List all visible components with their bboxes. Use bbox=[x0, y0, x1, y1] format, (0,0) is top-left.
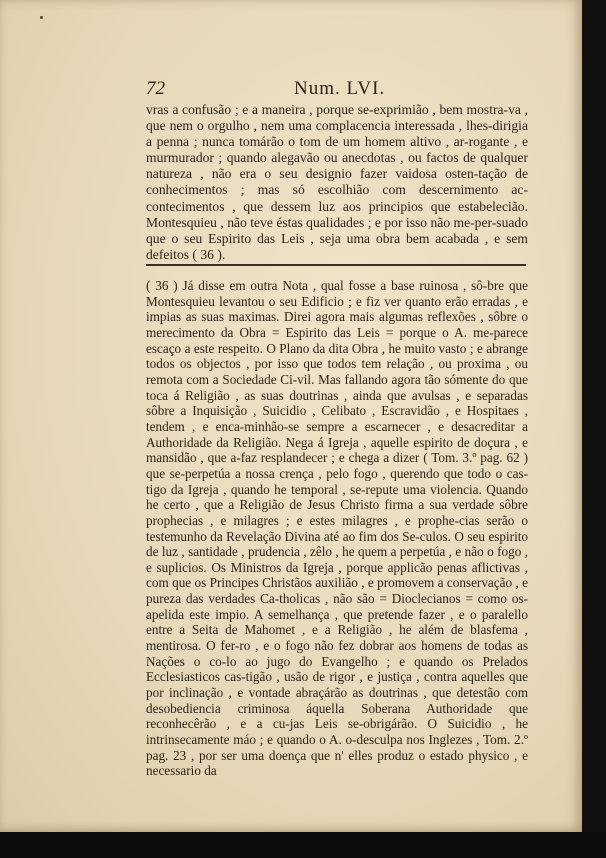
footnote-paragraph: ( 36 ) Já disse em outra Nota , qual fosse a base ruinosa , sô-bre que Montesquieu levantou o seu Edificio ; e fiz ver quanto erão erradas , e impias as suas maximas. Direi agora mais algumas reflexões , sôbre o merecimento da Obra = Espirito das Leis = porque o A. me-parece escaço a este respeito. O Plano da dita Obra , he muito vasto ; e abrange todos os objectos , por isso que todos tem relação , ou proxima , ou remota com a Sociedade Ci-vil. Mas fallando agora tão sómente do que toca á Religião , as suas doutrinas , ainda que avulsas , e separadas sôbre a Inquisição , Suicidio , Celibato , Escravidão , e Hospitaes , tendem , e enca-minhão-se sempre a escarnecer , e desacreditar a Authoridade da Religião. Nega á Igreja , aquelle espirito de doçura , e mansidão , que a-faz resplandecer ; e chega a dizer ( Tom. 3.º pag. 62 ) que se-perpetúa a nossa crença , pelo fogo , querendo que todo o cas-tigo da Igreja , quando he temporal , se-repute uma violencia. Quando he certo , que a Religião de Jesus Christo firma a sua verdade sôbre prophecias , e milagres ; e estes milagres , e prophe-cias serão o testemunho da Revelação Divina até ao fim dos Se-culos. O seu espirito de luz , santidade , prudencia , zêlo , he quem a perpetúa , e não o fogo , e suplicios. Os Ministros da Igreja , porque applicão penas aflictivas , com que os Principes Christãos auxilião , e promovem a conservação , e pureza das verdades Ca-tholicas , não são = Dioclecianos = como os-apelida este impio. A semelhança , que pretende fazer , e o paralello entre a Seita de Mahomet , e a Religião , he além de blasfema , mentirosa. O fer-ro , e o fogo não fez dobrar aos homens de todas as Nações o co-lo ao jugo do Evangelho ; e quando os Prelados Ecclesiasticos cas-tigão , usão de rigor , e justiça , contra aquelles que por inclinação , e vontade abraçárão as doutrinas , que detestão com desobediencia criminosa áquella Soberana Authoridade que reconhecêrão , e a cu-jas Leis se-obrigárão. O Suicidio , he intrinsecamente máo ; e quando o A. o-desculpa nos Inglezes , Tom. 2.º pag. 23 , por ser uma doença que n' elles produz o estado physico , e necessario da bbox=[146, 278, 528, 779]
footnote-divider bbox=[146, 264, 526, 266]
scan-right-border bbox=[582, 0, 606, 832]
page-number: 72 bbox=[146, 78, 165, 99]
scan-bottom-border bbox=[0, 832, 606, 858]
ink-speck bbox=[40, 16, 43, 19]
main-text-paragraph: vras a confusão ; e a maneira , porque se-exprimião , bem mostra-va , que nem o orgulho , nem uma complacencia interessada , lhes-dirigia a penna ; nunca tomárão o tom de um homem altivo , ar-rogante , e murmurador ; quando alegavão ou anecdotas , ou factos de qualquer natureza , não era o seu designio fazer vaidosa osten-tação de conhecimentos ; mas só escolhião com descernimento ac-contecimentos , que dessem luz aos principios que estabelecião. Montesquieu , não teve éstas qualidades ; e por isso não me-per-suado que o seu Espirito das Leis , seja uma obra bem acabada , e sem defeitos ( 36 ). bbox=[146, 102, 528, 262]
running-head bbox=[146, 78, 566, 102]
page-title: Num. LVI. bbox=[294, 78, 386, 99]
